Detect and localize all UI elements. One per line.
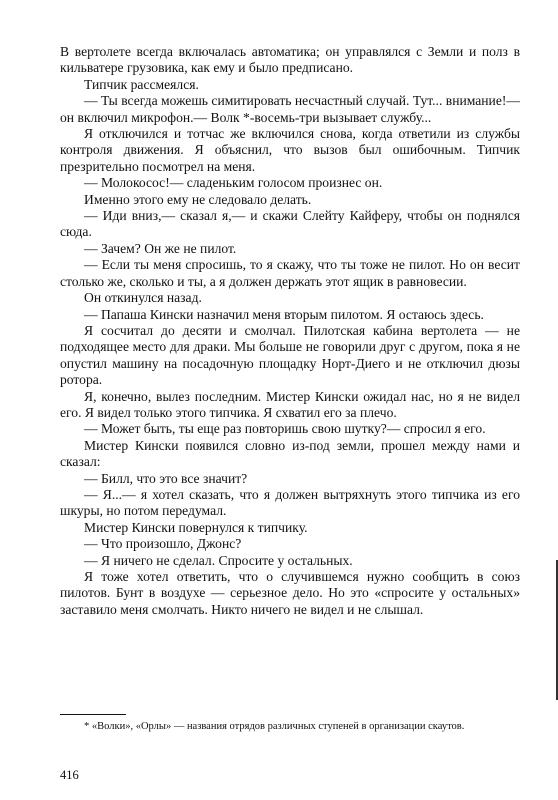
paragraph: — Что произошло, Джонс? — [84, 536, 242, 552]
paragraph: — Иди вниз,— сказал я,— и скажи Слейту Кайферу, чтобы он поднялся сюда. — [60, 208, 520, 240]
paragraph: — Может быть, ты еще раз повторишь свою шутку?— спросил я его. — [84, 421, 486, 437]
footnote: * «Волки», «Орлы» — названия отрядов различных ступеней в организации скаутов. — [84, 721, 465, 732]
paragraph: — Ты всегда можешь симитировать несчастный случай. Тут... внимание!— он включил микрофон.— Волк *-восемь-три вызывает службу... — [60, 93, 520, 125]
paragraph: — Молокосос!— сладеньким голосом произнес он. — [84, 175, 383, 191]
paragraph: Я отключился и тотчас же включился снова, когда ответили из службы контроля движения. Я объяснил, что вызов был ошибочным. Типчик презрительно посмотрел на меня. — [60, 126, 520, 174]
paragraph: — Если ты меня спросишь, то я скажу, что ты тоже не пилот. Но он весит столько же, сколько и ты, а я должен держать этот ящик в равновесии. — [60, 257, 520, 289]
paragraph: Он откинулся назад. — [84, 290, 202, 306]
paragraph: — Я ничего не сделал. Спросите у остальных. — [84, 552, 353, 568]
body-text — [60, 44, 520, 618]
paragraph: Я тоже хотел ответить, что о случившемся нужно сообщить в союз пилотов. Бунт в воздухе — серьезное дело. Но это «спросите у остальных» заставило меня смолчать. Никто ничего не видел и не слышал. — [60, 569, 520, 617]
paragraph: В вертолете всегда включалась автоматика; он управлялся с Земли и полз в кильватере грузовика, как ему и было предписано. — [60, 44, 520, 76]
paragraph: — Зачем? Он же не пилот. — [84, 240, 237, 256]
paragraph: Мистер Кински повернулся к типчику. — [84, 519, 308, 535]
paragraph: Я, конечно, вылез последним. Мистер Кински ожидал нас, но я не видел его. Я видел только этого типчика. Я схватил его за плечо. — [60, 388, 520, 420]
paragraph: Мистер Кински появился словно из-под земли, прошел между нами и сказал: — [60, 437, 520, 470]
paragraph: Именно этого ему не следовало делать. — [84, 191, 312, 207]
paragraph: — Папаша Кински назначил меня вторым пилотом. Я остаюсь здесь. — [84, 306, 484, 322]
paragraph: Типчик рассмеялся. — [84, 76, 199, 92]
footnote-rule — [60, 714, 126, 715]
paragraph: Я сосчитал до десяти и смолчал. Пилотская кабина вертолета — не подходящее место для драки. Мы больше не говорили друг с другом, пока я не опустил машину на посадочную площадку Норт-Диего и не отключил дюзы ротора. — [60, 322, 520, 388]
paragraph: — Я...— я хотел сказать, что я должен вытряхнуть этого типчика из его шкуры, но потом передумал. — [60, 486, 520, 519]
paragraph: — Билл, что это все значит? — [84, 470, 248, 486]
page-number: 416 — [60, 768, 79, 782]
